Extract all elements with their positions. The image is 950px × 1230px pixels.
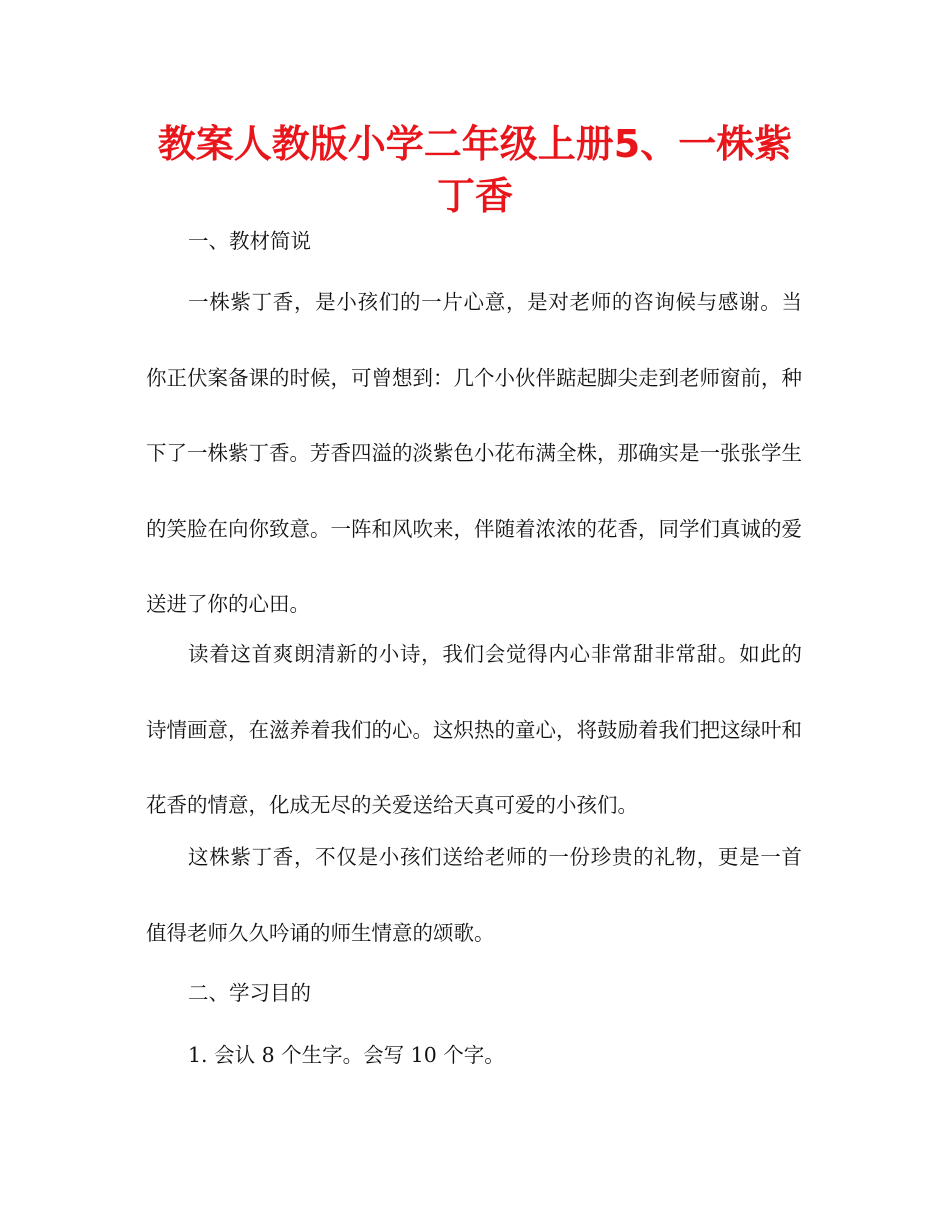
document-title: 教案人教版小学二年级上册5、一株紫丁香 <box>157 122 793 218</box>
paragraph-2: 读着这首爽朗清新的小诗，我们会觉得内心非常甜非常甜。如此的诗情画意，在滋养着我们的心。这炽热的童心，将鼓励着我们把这绿叶和花香的情意，化成无尽的关爱送给天真可爱的小孩们。 <box>146 642 802 818</box>
section-heading-learning-goals: 二、学习目的 <box>188 981 311 1005</box>
learning-goal-1: 1. 会认 8 个生字。会写 10 个字。 <box>188 1043 505 1067</box>
paragraph-1: 一株紫丁香，是小孩们的一片心意，是对老师的咨询候与感谢。当你正伏案备课的时候，可曾想到：几个小伙伴踮起脚尖走到老师窗前，种下了一株紫丁香。芳香四溢的淡紫色小花布满全株，那确实是一张张学生的笑脸在向你致意。一阵和风吹来，伴随着浓浓的花香，同学们真诚的爱送进了你的心田。 <box>146 290 802 617</box>
section-heading-textbook-overview: 一、教材简说 <box>188 229 311 253</box>
paragraph-3: 这株紫丁香，不仅是小孩们送给老师的一份珍贵的礼物，更是一首值得老师久久吟诵的师生情意的颂歌。 <box>146 845 802 945</box>
